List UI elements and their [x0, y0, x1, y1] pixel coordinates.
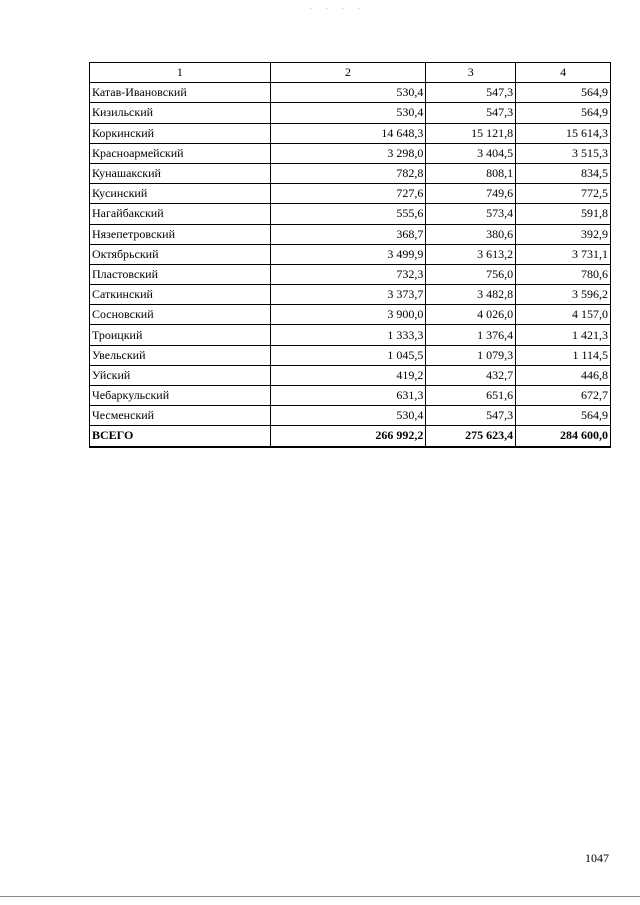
- table-row: [90, 143, 611, 163]
- table-row: [90, 103, 611, 123]
- column-header: 1: [90, 63, 271, 83]
- amount-cell: 3 373,7: [270, 285, 426, 305]
- amount-cell: 782,8: [270, 163, 426, 183]
- table-row: [90, 184, 611, 204]
- amount-cell: 15 614,3: [516, 123, 611, 143]
- amount-cell: 3 900,0: [270, 305, 426, 325]
- amount-cell: 530,4: [270, 103, 426, 123]
- amount-cell: 392,9: [516, 224, 611, 244]
- amount-cell: 732,3: [270, 264, 426, 284]
- table-row: [90, 123, 611, 143]
- total-row: [90, 426, 611, 447]
- amount-cell: 3 731,1: [516, 244, 611, 264]
- total-amount-cell: 266 992,2: [270, 426, 426, 447]
- amount-cell: 1 079,3: [426, 345, 516, 365]
- amount-cell: 530,4: [270, 83, 426, 103]
- amount-cell: 749,6: [426, 184, 516, 204]
- table-row: [90, 244, 611, 264]
- column-header: 4: [516, 63, 611, 83]
- amount-cell: 834,5: [516, 163, 611, 183]
- district-name-cell: Октябрьский: [90, 244, 271, 264]
- amount-cell: 772,5: [516, 184, 611, 204]
- amount-cell: 3 499,9: [270, 244, 426, 264]
- district-name-cell: Сосновский: [90, 305, 271, 325]
- amount-cell: 547,3: [426, 83, 516, 103]
- amount-cell: 380,6: [426, 224, 516, 244]
- amount-cell: 1 376,4: [426, 325, 516, 345]
- district-name-cell: Кунашакский: [90, 163, 271, 183]
- table-row: [90, 325, 611, 345]
- table-row: [90, 204, 611, 224]
- amount-cell: 1 333,3: [270, 325, 426, 345]
- amount-cell: 547,3: [426, 103, 516, 123]
- table-row: [90, 406, 611, 426]
- district-name-cell: Пластовский: [90, 264, 271, 284]
- amount-cell: 3 404,5: [426, 143, 516, 163]
- amount-cell: 591,8: [516, 204, 611, 224]
- amount-cell: 3 596,2: [516, 285, 611, 305]
- amount-cell: 672,7: [516, 386, 611, 406]
- district-name-cell: Кусинский: [90, 184, 271, 204]
- total-amount-cell: 275 623,4: [426, 426, 516, 447]
- page-number: 1047: [585, 851, 609, 865]
- table-row: [90, 365, 611, 385]
- district-name-cell: Увельский: [90, 345, 271, 365]
- amount-cell: 1 045,5: [270, 345, 426, 365]
- column-header: 3: [426, 63, 516, 83]
- amount-cell: 756,0: [426, 264, 516, 284]
- table-row: [90, 83, 611, 103]
- column-header: 2: [270, 63, 426, 83]
- amount-cell: 631,3: [270, 386, 426, 406]
- table-row: [90, 305, 611, 325]
- district-name-cell: Чебаркульский: [90, 386, 271, 406]
- amount-cell: 530,4: [270, 406, 426, 426]
- amount-cell: 564,9: [516, 83, 611, 103]
- district-name-cell: Троицкий: [90, 325, 271, 345]
- amount-cell: 547,3: [426, 406, 516, 426]
- district-name-cell: Красноармейский: [90, 143, 271, 163]
- table-row: [90, 224, 611, 244]
- table-row: [90, 285, 611, 305]
- amount-cell: 1 421,3: [516, 325, 611, 345]
- amount-cell: 432,7: [426, 365, 516, 385]
- amount-cell: 1 114,5: [516, 345, 611, 365]
- scan-marks: . . . .: [310, 2, 366, 11]
- amount-cell: 3 613,2: [426, 244, 516, 264]
- table-row: [90, 386, 611, 406]
- amount-cell: 4 026,0: [426, 305, 516, 325]
- amount-cell: 564,9: [516, 406, 611, 426]
- amount-cell: 564,9: [516, 103, 611, 123]
- amount-cell: 780,6: [516, 264, 611, 284]
- total-amount-cell: 284 600,0: [516, 426, 611, 447]
- district-name-cell: Коркинский: [90, 123, 271, 143]
- budget-table: [89, 62, 611, 448]
- district-name-cell: Нагайбакский: [90, 204, 271, 224]
- amount-cell: 555,6: [270, 204, 426, 224]
- bottom-rule: [0, 896, 640, 897]
- district-name-cell: Чесменский: [90, 406, 271, 426]
- district-name-cell: Кизильский: [90, 103, 271, 123]
- amount-cell: 446,8: [516, 365, 611, 385]
- amount-cell: 419,2: [270, 365, 426, 385]
- table-row: [90, 264, 611, 284]
- table-row: [90, 345, 611, 365]
- district-name-cell: Саткинский: [90, 285, 271, 305]
- amount-cell: 3 482,8: [426, 285, 516, 305]
- amount-cell: 573,4: [426, 204, 516, 224]
- district-name-cell: Катав-Ивановский: [90, 83, 271, 103]
- amount-cell: 3 515,3: [516, 143, 611, 163]
- district-name-cell: Уйский: [90, 365, 271, 385]
- table-row: [90, 163, 611, 183]
- amount-cell: 4 157,0: [516, 305, 611, 325]
- amount-cell: 15 121,8: [426, 123, 516, 143]
- amount-cell: 368,7: [270, 224, 426, 244]
- amount-cell: 808,1: [426, 163, 516, 183]
- amount-cell: 3 298,0: [270, 143, 426, 163]
- amount-cell: 651,6: [426, 386, 516, 406]
- table-header-row: [90, 63, 611, 83]
- amount-cell: 727,6: [270, 184, 426, 204]
- total-label-cell: ВСЕГО: [90, 426, 271, 447]
- district-name-cell: Нязепетровский: [90, 224, 271, 244]
- amount-cell: 14 648,3: [270, 123, 426, 143]
